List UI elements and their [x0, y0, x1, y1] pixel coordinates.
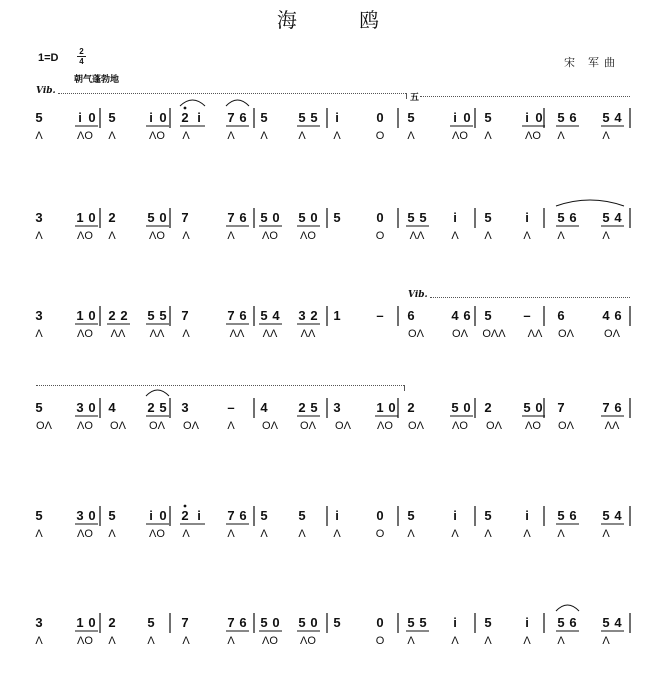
technique-symbol: ΛΛ — [300, 328, 316, 340]
note: 6 — [557, 308, 565, 323]
note: i — [78, 110, 82, 125]
technique-symbol: Λ — [602, 528, 610, 540]
technique-symbol: ΛO — [525, 130, 541, 142]
technique-symbol: ΛO — [77, 635, 93, 647]
note: 5 — [557, 508, 565, 523]
note: 5 — [557, 110, 565, 125]
technique-symbol: Λ — [602, 130, 610, 142]
note: 5 — [407, 210, 415, 225]
technique-symbol: Λ — [602, 635, 610, 647]
technique-symbol: Λ — [557, 230, 565, 242]
note: 2 — [407, 400, 415, 415]
note: 0 — [272, 615, 280, 630]
note: 1 — [76, 210, 84, 225]
note: 3 — [76, 400, 84, 415]
technique-symbol: O — [375, 130, 385, 142]
technique-symbol: ΛO — [262, 635, 278, 647]
note: i — [149, 110, 153, 125]
note: 5 — [419, 615, 427, 630]
technique-symbol: Λ — [451, 635, 459, 647]
technique-symbol: Λ — [35, 635, 43, 647]
technique-symbol: Λ — [260, 130, 268, 142]
technique-symbol: Λ — [602, 230, 610, 242]
note: 6 — [239, 308, 247, 323]
technique-symbol: Λ — [451, 230, 459, 242]
note: 0 — [88, 210, 96, 225]
technique-symbol: Λ — [484, 528, 492, 540]
technique-symbol: Λ — [523, 230, 531, 242]
note: 1 — [333, 308, 341, 323]
technique-symbol: Λ — [35, 230, 43, 242]
note: 7 — [602, 400, 610, 415]
note: 5 — [557, 615, 565, 630]
note: 0 — [88, 615, 96, 630]
technique-symbol: O — [375, 635, 385, 647]
note: 0 — [463, 110, 471, 125]
note: 5 — [602, 508, 610, 523]
note: 0 — [159, 508, 167, 523]
note: 4 — [108, 400, 116, 415]
note: 0 — [310, 210, 318, 225]
note: 4 — [614, 508, 622, 523]
note: 2 — [484, 400, 492, 415]
note: 0 — [159, 110, 167, 125]
technique-symbol: Λ — [333, 528, 341, 540]
note: 0 — [535, 400, 543, 415]
technique-symbol: OΛ — [408, 420, 424, 432]
technique-symbol: Λ — [407, 130, 415, 142]
key-signature: 1=D — [38, 52, 59, 64]
note: 5 — [298, 210, 306, 225]
note: – — [227, 400, 235, 415]
note: 5 — [298, 110, 306, 125]
slur-arc — [180, 100, 205, 106]
note: 4 — [614, 110, 622, 125]
technique-symbol: OΛ — [36, 420, 52, 432]
note: 0 — [159, 210, 167, 225]
technique-symbol: Λ — [182, 328, 190, 340]
technique-symbol: Λ — [484, 635, 492, 647]
note: 6 — [239, 615, 247, 630]
note: 5 — [602, 110, 610, 125]
note: 2 — [108, 210, 116, 225]
technique-symbol: Λ — [227, 230, 235, 242]
note: 0 — [272, 210, 280, 225]
note: 5 — [147, 615, 155, 630]
technique-symbol: Λ — [108, 230, 116, 242]
note: 3 — [35, 210, 43, 225]
note: 0 — [376, 110, 384, 125]
technique-symbol: Λ — [260, 528, 268, 540]
note: 0 — [535, 110, 543, 125]
vibrato-mark-2: Vib. — [408, 290, 428, 300]
technique-symbol: ΛO — [452, 420, 468, 432]
note: 6 — [614, 400, 622, 415]
technique-symbol: ΛO — [377, 420, 393, 432]
technique-symbol: Λ — [108, 635, 116, 647]
technique-symbol: ΛΛ — [262, 328, 278, 340]
technique-symbol: ΛΛ — [604, 420, 620, 432]
technique-symbol: OΛ — [300, 420, 316, 432]
technique-symbol: Λ — [182, 230, 190, 242]
note: 5 — [35, 400, 43, 415]
note: 7 — [227, 110, 235, 125]
note: i — [335, 508, 339, 523]
technique-symbol: Λ — [227, 130, 235, 142]
technique-symbol: OΛ — [452, 328, 468, 340]
note: 4 — [272, 308, 280, 323]
note: 7 — [181, 615, 189, 630]
note: 1 — [376, 400, 384, 415]
note: i — [335, 110, 339, 125]
technique-symbol: Λ — [557, 635, 565, 647]
technique-symbol: ΛO — [525, 420, 541, 432]
technique-symbol: OΛ — [604, 328, 620, 340]
technique-symbol: Λ — [484, 130, 492, 142]
technique-symbol: OΛΛ — [482, 328, 506, 340]
time-signature-top: 2 — [79, 47, 84, 56]
vibrato-mark-1: Vib. — [36, 86, 56, 96]
note: 3 — [35, 308, 43, 323]
technique-symbol: Λ — [484, 230, 492, 242]
note: 6 — [569, 508, 577, 523]
note: 5 — [484, 308, 492, 323]
note: 5 — [310, 110, 318, 125]
technique-symbol: Λ — [407, 528, 415, 540]
technique-symbol: Λ — [451, 528, 459, 540]
note: 4 — [602, 308, 610, 323]
technique-symbol: Λ — [298, 528, 306, 540]
technique-symbol: Λ — [182, 130, 190, 142]
technique-symbol: OΛ — [262, 420, 278, 432]
octave-dot — [184, 107, 187, 110]
note: 3 — [333, 400, 341, 415]
octave-dot — [184, 505, 187, 508]
technique-symbol: ΛO — [300, 230, 316, 242]
technique-symbol: ΛΛ — [110, 328, 126, 340]
note: 2 — [310, 308, 318, 323]
note: 0 — [88, 308, 96, 323]
note: 0 — [388, 400, 396, 415]
note: 5 — [260, 308, 268, 323]
technique-symbol: OΛ — [335, 420, 351, 432]
technique-symbol: ΛO — [300, 635, 316, 647]
note: 4 — [260, 400, 268, 415]
note: 5 — [35, 110, 43, 125]
technique-symbol: O — [375, 528, 385, 540]
technique-symbol: Λ — [35, 328, 43, 340]
technique-symbol: ΛΛ — [149, 328, 165, 340]
technique-symbol: Λ — [108, 130, 116, 142]
note: 5 — [298, 508, 306, 523]
note: 5 — [159, 400, 167, 415]
note: 7 — [227, 210, 235, 225]
note: 5 — [523, 400, 531, 415]
technique-symbol: ΛO — [149, 230, 165, 242]
note: 6 — [569, 210, 577, 225]
note: 3 — [76, 508, 84, 523]
note: 4 — [614, 210, 622, 225]
technique-symbol: ΛO — [77, 528, 93, 540]
note: 5 — [260, 210, 268, 225]
note: 5 — [407, 508, 415, 523]
note: 2 — [108, 308, 116, 323]
slur-arc — [556, 605, 579, 611]
note: 5 — [333, 210, 341, 225]
note: 5 — [484, 210, 492, 225]
note: 5 — [260, 615, 268, 630]
note: 5 — [333, 615, 341, 630]
note: 7 — [227, 308, 235, 323]
note: 0 — [376, 508, 384, 523]
note: 2 — [298, 400, 306, 415]
composer-credit: 宋 军曲 — [563, 57, 620, 69]
technique-symbol: Λ — [227, 528, 235, 540]
note: i — [453, 210, 457, 225]
technique-symbol: OΛ — [149, 420, 165, 432]
technique-symbol: Λ — [147, 635, 155, 647]
note: 2 — [120, 308, 128, 323]
technique-symbol: Λ — [182, 635, 190, 647]
technique-symbol: ΛO — [149, 528, 165, 540]
note: 5 — [484, 508, 492, 523]
note: 6 — [239, 508, 247, 523]
note: 5 — [298, 615, 306, 630]
technique-symbol: ΛO — [77, 420, 93, 432]
note: 2 — [181, 110, 189, 125]
note: 5 — [108, 508, 116, 523]
technique-symbol: Λ — [523, 528, 531, 540]
technique-symbol: Λ — [333, 130, 341, 142]
note: 3 — [35, 615, 43, 630]
technique-symbol: O — [375, 230, 385, 242]
note: 5 — [407, 615, 415, 630]
note: 5 — [602, 615, 610, 630]
technique-symbol: Λ — [557, 130, 565, 142]
slur-arc — [146, 390, 169, 396]
note: – — [523, 308, 531, 323]
note: i — [525, 210, 529, 225]
technique-symbol: ΛO — [452, 130, 468, 142]
note: 0 — [376, 210, 384, 225]
note: 6 — [614, 308, 622, 323]
note: 3 — [181, 400, 189, 415]
technique-symbol: OΛ — [110, 420, 126, 432]
note: 7 — [181, 210, 189, 225]
note: 5 — [484, 110, 492, 125]
tempo-marking: 朝气蓬勃地 — [74, 74, 120, 84]
technique-symbol: Λ — [108, 528, 116, 540]
note: i — [197, 110, 201, 125]
technique-symbol: ΛO — [149, 130, 165, 142]
note: 6 — [463, 308, 471, 323]
note: i — [149, 508, 153, 523]
note: 5 — [108, 110, 116, 125]
note: 5 — [484, 615, 492, 630]
note: 2 — [147, 400, 155, 415]
technique-symbol: Λ — [523, 635, 531, 647]
technique-symbol: OΛ — [558, 328, 574, 340]
technique-symbol: OΛ — [558, 420, 574, 432]
note: 7 — [181, 308, 189, 323]
technique-symbol: OΛ — [183, 420, 199, 432]
note: 6 — [569, 615, 577, 630]
technique-symbol: ΛΛ — [229, 328, 245, 340]
note: 2 — [181, 508, 189, 523]
note: 2 — [108, 615, 116, 630]
note: i — [453, 508, 457, 523]
note: 5 — [557, 210, 565, 225]
note: 1 — [76, 308, 84, 323]
technique-symbol: Λ — [35, 528, 43, 540]
note: 0 — [88, 110, 96, 125]
note: 1 — [76, 615, 84, 630]
note: 5 — [602, 210, 610, 225]
technique-symbol: OΛ — [486, 420, 502, 432]
note: 3 — [298, 308, 306, 323]
technique-symbol-wu: 五 — [410, 92, 420, 102]
note: i — [525, 615, 529, 630]
technique-symbol: ΛΛ — [527, 328, 543, 340]
technique-symbol: Λ — [557, 528, 565, 540]
note: 0 — [88, 400, 96, 415]
note: 7 — [557, 400, 565, 415]
note: 7 — [227, 615, 235, 630]
time-signature-bottom: 4 — [79, 57, 84, 66]
note: 0 — [463, 400, 471, 415]
page-title: 海 鸥 — [276, 8, 408, 32]
note: i — [525, 508, 529, 523]
slur-arc — [226, 100, 249, 106]
technique-symbol: ΛΛ — [409, 230, 425, 242]
note: i — [453, 110, 457, 125]
note: 4 — [614, 615, 622, 630]
note: 5 — [310, 400, 318, 415]
note: 7 — [227, 508, 235, 523]
technique-symbol: ΛO — [77, 328, 93, 340]
note: 6 — [239, 210, 247, 225]
note: 6 — [407, 308, 415, 323]
technique-symbol: OΛ — [408, 328, 424, 340]
note: 5 — [419, 210, 427, 225]
technique-symbol: Λ — [227, 420, 235, 432]
note: 5 — [260, 110, 268, 125]
technique-symbol: Λ — [35, 130, 43, 142]
note: 6 — [569, 110, 577, 125]
note: 5 — [147, 210, 155, 225]
note: 5 — [260, 508, 268, 523]
technique-symbol: Λ — [407, 635, 415, 647]
note: 0 — [88, 508, 96, 523]
note: i — [197, 508, 201, 523]
technique-symbol: Λ — [298, 130, 306, 142]
technique-symbol: ΛO — [77, 230, 93, 242]
note: – — [376, 308, 384, 323]
note: 5 — [147, 308, 155, 323]
note: 5 — [35, 508, 43, 523]
note: i — [525, 110, 529, 125]
technique-symbol: ΛO — [77, 130, 93, 142]
technique-symbol: Λ — [182, 528, 190, 540]
note: 4 — [451, 308, 459, 323]
note: 5 — [407, 110, 415, 125]
technique-symbol: Λ — [227, 635, 235, 647]
note: 0 — [310, 615, 318, 630]
note: 5 — [451, 400, 459, 415]
slur-arc — [556, 200, 624, 206]
note: 0 — [376, 615, 384, 630]
note: i — [453, 615, 457, 630]
note: 6 — [239, 110, 247, 125]
note: 5 — [159, 308, 167, 323]
technique-symbol: ΛO — [262, 230, 278, 242]
